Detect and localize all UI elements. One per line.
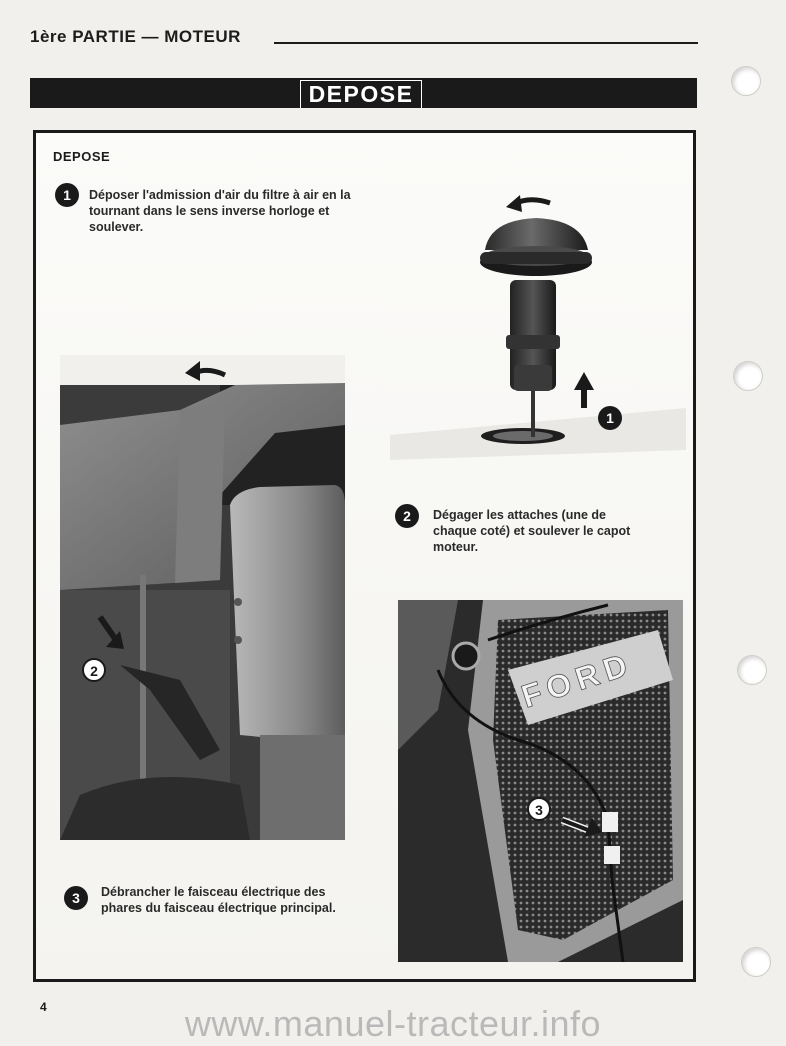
header-rule <box>274 42 698 44</box>
step-1-badge: 1 <box>55 183 79 207</box>
headlight-harness-photo <box>398 600 683 962</box>
air-intake-illustration <box>390 190 686 460</box>
site-watermark: www.manuel-tracteur.info <box>184 1003 602 1044</box>
figure-callout-2: 2 <box>82 658 106 682</box>
step-2-badge: 2 <box>395 504 419 528</box>
step-3-badge: 3 <box>64 886 88 910</box>
figure-callout-1: 1 <box>598 406 622 430</box>
binder-hole-top <box>731 66 761 96</box>
step-3-text: Débrancher le faisceau électrique des phares du faisceau électrique principal. <box>101 885 336 915</box>
content-subtitle: DEPOSE <box>53 149 111 164</box>
binder-hole-lower-middle <box>737 655 767 685</box>
air-intake-drawing <box>390 190 686 460</box>
step-2-text: Dégager les attaches (une de chaque coté) et soulever le capot moteur. <box>433 508 631 554</box>
svg-text:FORD: FORD <box>517 644 638 715</box>
hood-clip-photo <box>60 355 345 840</box>
part-heading: 1ère PARTIE — MOTEUR <box>30 27 241 46</box>
step-1-text: Déposer l'admission d'air du filtre à air en la tournant dans le sens inverse horloge et soulever. <box>89 188 351 234</box>
headlight-harness-drawing <box>398 600 683 962</box>
hood-clip-drawing <box>60 355 345 840</box>
figure-callout-3: 3 <box>527 797 551 821</box>
page-number: 4 <box>40 1000 47 1014</box>
binder-hole-bottom <box>741 947 771 977</box>
section-title: DEPOSE <box>300 80 422 108</box>
binder-hole-upper-middle <box>733 361 763 391</box>
